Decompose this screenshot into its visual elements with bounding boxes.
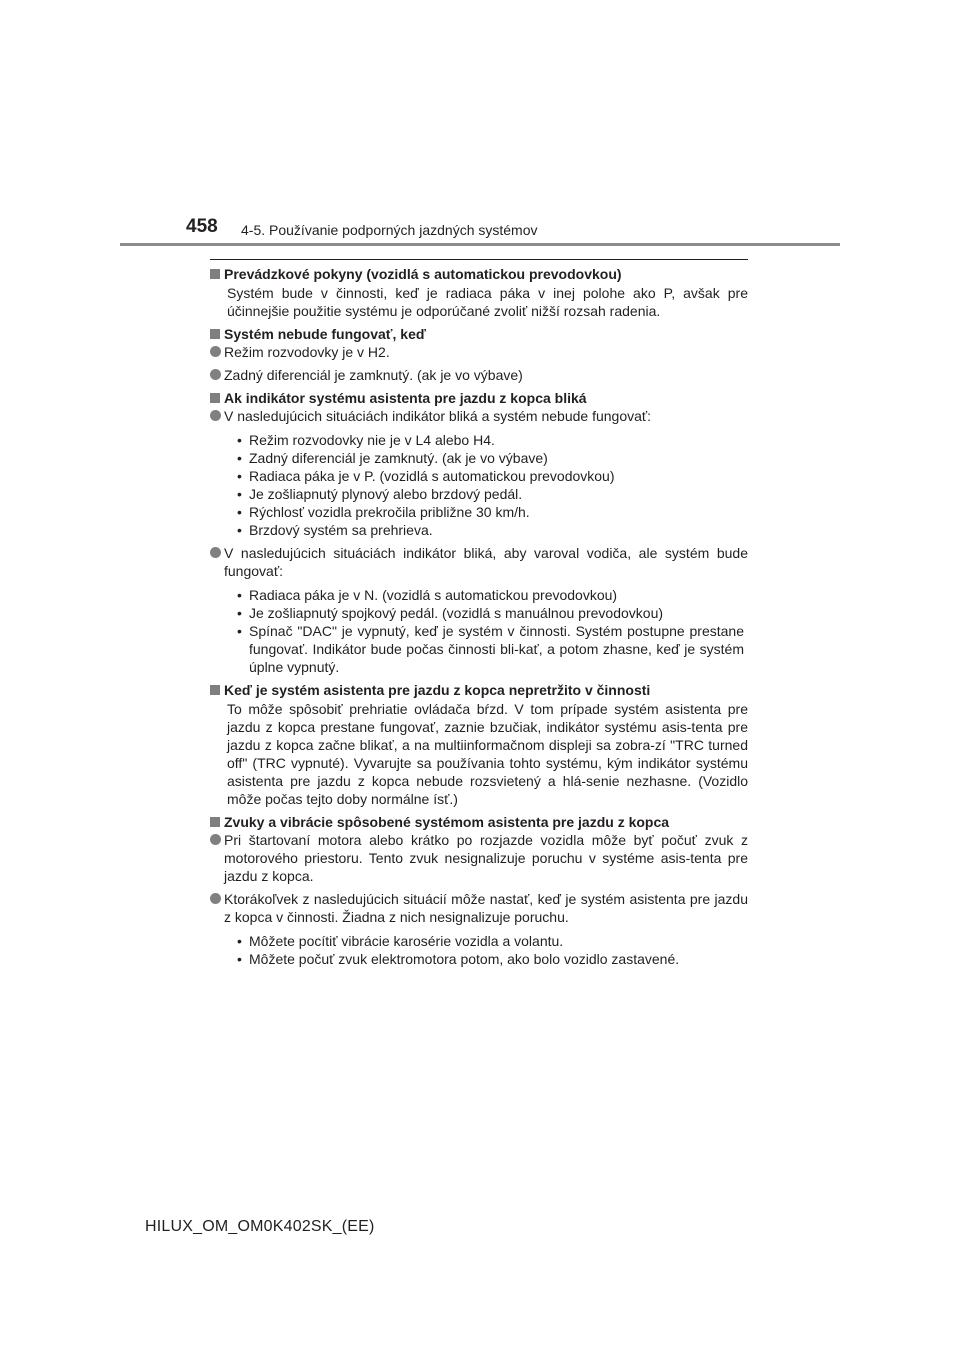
section-heading-text: Keď je systém asistenta pre jazdu z kopca nepretržito v činnosti (224, 682, 651, 698)
sub-list-item (237, 586, 748, 604)
sub-list-item (237, 622, 748, 676)
document-code: HILUX_OM_OM0K402SK_(EE) (145, 1218, 375, 1235)
section (210, 681, 748, 808)
chapter-title: 4-5. Používanie podporných jazdných systémov (241, 222, 538, 238)
section-paragraph: To môže spôsobiť prehriatie ovládača bŕzd. V tom prípade systém asistenta pre jazdu z kopca prestane fungovať, zaznie bzučiak, indikátor systému asis-tenta pre jazdu z kopca začne blikať, a na multiinformačnom displeji sa zobra-zí "TRC turned off" (TRC vypnuté). Vyvarujte sa používania tohto systému, kým indikátor systému asistenta pre jazdu z kopca nebude rozsvietený a hlá-senie nezhasne. (Vozidlo môže počas tejto doby normálne ísť.) (227, 701, 748, 807)
dot-marker-icon: • (237, 951, 242, 967)
sub-list-text: Je zošliapnutý spojkový pedál. (vozidlá s manuálnou prevodovkou) (249, 605, 664, 621)
round-bullet-icon (210, 893, 221, 904)
sub-list-item (237, 521, 748, 539)
sub-list-text: Zadný diferenciál je zamknutý. (ak je vo výbave) (249, 450, 548, 466)
section (210, 389, 748, 676)
sub-list-item (237, 932, 748, 950)
sub-list (210, 586, 748, 676)
dot-marker-icon: • (237, 587, 242, 603)
sub-list-item (237, 485, 748, 503)
bullet-text: V nasledujúcich situáciách indikátor bliká a systém nebude fungovať: (224, 408, 652, 424)
bullet-text: Ktorákoľvek z nasledujúcich situácií môže nastať, keď je systém asistenta pre jazdu z kopca v činnosti. Žiadna z nich nesignalizuje poruchu. (224, 891, 748, 925)
section-heading (210, 389, 748, 407)
section (210, 265, 748, 320)
bullet-text: Režim rozvodovky je v H2. (224, 344, 390, 360)
section-heading (210, 265, 748, 283)
section (210, 325, 748, 384)
sub-list (210, 431, 748, 539)
sub-list-item (237, 449, 748, 467)
section-paragraph: Systém bude v činnosti, keď je radiaca páka v inej polohe ako P, avšak pre účinnejšie použitie systému je odporúčané zvoliť nižší rozsah radenia. (227, 285, 748, 319)
sub-list-text: Môžete počuť zvuk elektromotora potom, ako bolo vozidlo zastavené. (249, 951, 680, 967)
dot-marker-icon: • (237, 623, 242, 639)
dot-marker-icon: • (237, 522, 242, 538)
round-bullet-icon (210, 410, 221, 421)
square-bullet-icon (210, 685, 220, 695)
dot-marker-icon: • (237, 468, 242, 484)
square-bullet-icon (210, 817, 220, 827)
bullet-item (210, 407, 748, 425)
dot-marker-icon: • (237, 486, 242, 502)
bullet-item (210, 831, 748, 885)
bullet-text: V nasledujúcich situáciách indikátor bliká, aby varoval vodiča, ale systém bude fungovať: (224, 545, 748, 579)
sub-list (210, 932, 748, 968)
header-divider (120, 243, 840, 246)
page-number: 458 (186, 216, 218, 237)
dot-marker-icon: • (237, 605, 242, 621)
sub-list-text: Môžete pocítiť vibrácie karosérie vozidla a volantu. (249, 933, 564, 949)
section (210, 813, 748, 968)
sub-list-text: Spínač "DAC" je vypnutý, keď je systém v činnosti. Systém postupne prestane fungovať. Indikátor bude počas činnosti bli-kať, a potom zhasne, keď je systém úplne vypnutý. (249, 623, 744, 675)
sub-list-text: Rýchlosť vozidla prekročila približne 30 km/h. (249, 504, 530, 520)
sub-list-text: Režim rozvodovky nie je v L4 alebo H4. (249, 432, 495, 448)
round-bullet-icon (210, 834, 221, 845)
bullet-item (210, 366, 748, 384)
dot-marker-icon: • (237, 432, 242, 448)
sub-list-text: Je zošliapnutý plynový alebo brzdový pedál. (249, 486, 523, 502)
sub-list-item (237, 503, 748, 521)
sub-list-text: Brzdový systém sa prehrieva. (249, 522, 433, 538)
sub-list-item (237, 431, 748, 449)
sub-list-text: Radiaca páka je v N. (vozidlá s automatickou prevodovkou) (249, 587, 618, 603)
sub-list-item (237, 950, 748, 968)
round-bullet-icon (210, 369, 221, 380)
dot-marker-icon: • (237, 450, 242, 466)
dot-marker-icon: • (237, 504, 242, 520)
square-bullet-icon (210, 269, 220, 279)
section-heading-text: Systém nebude fungovať, keď (224, 326, 426, 342)
bullet-item (210, 343, 748, 361)
bullet-item (210, 890, 748, 926)
section-heading (210, 681, 748, 699)
dot-marker-icon: • (237, 933, 242, 949)
section-heading-text: Zvuky a vibrácie spôsobené systémom asistenta pre jazdu z kopca (224, 814, 670, 830)
bullet-item (210, 544, 748, 580)
bullet-text: Pri štartovaní motora alebo krátko po rozjazde vozidla môže byť počuť zvuk z motorového priestoru. Tento zvuk nesignalizuje poruchu v systéme asis-tenta pre jazdu z kopca. (224, 832, 748, 884)
square-bullet-icon (210, 393, 220, 403)
section-heading-text: Prevádzkové pokyny (vozidlá s automatickou prevodovkou) (224, 266, 622, 282)
round-bullet-icon (210, 547, 221, 558)
section-heading (210, 325, 748, 343)
round-bullet-icon (210, 346, 221, 357)
section-heading-text: Ak indikátor systému asistenta pre jazdu z kopca bliká (224, 390, 587, 406)
square-bullet-icon (210, 329, 220, 339)
sub-list-text: Radiaca páka je v P. (vozidlá s automatickou prevodovkou) (249, 468, 615, 484)
page-body (210, 259, 748, 973)
bullet-text: Zadný diferenciál je zamknutý. (ak je vo výbave) (224, 367, 523, 383)
section-heading (210, 813, 748, 831)
sub-list-item (237, 467, 748, 485)
page-header (0, 0, 960, 250)
sub-list-item (237, 604, 748, 622)
